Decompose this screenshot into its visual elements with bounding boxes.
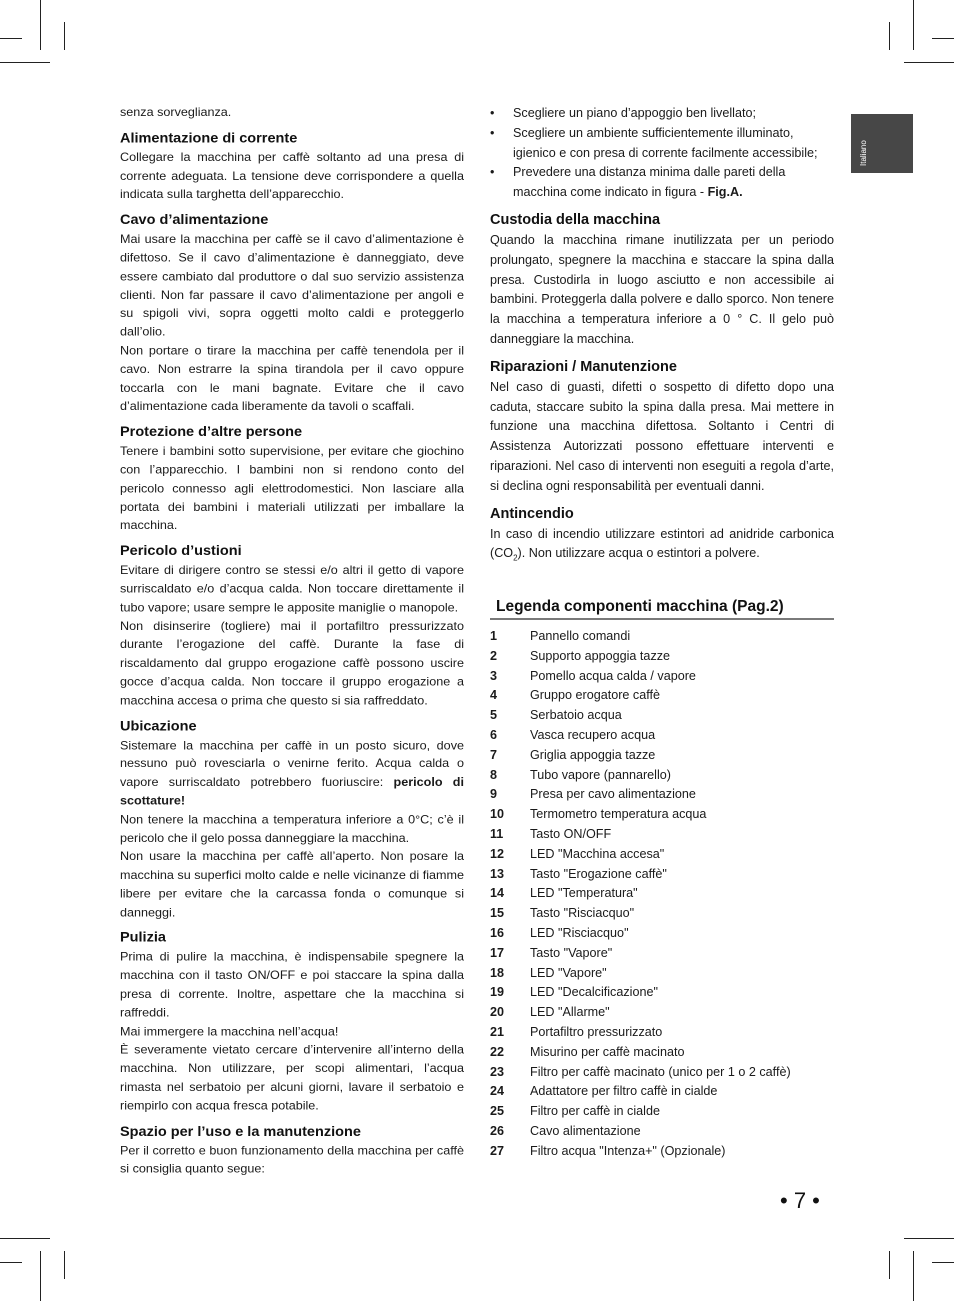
- section-paragraph: Non tenere la macchina a temperatura inferiore a 0°C; c’è il pericolo che il gelo possa danneggiare la macchina.: [120, 812, 464, 845]
- legend-item: [490, 647, 834, 667]
- legend-item-label: Adattatore per filtro caffè in cialde: [530, 1084, 718, 1099]
- legend-item: [490, 1063, 834, 1083]
- legend-item: [490, 964, 834, 984]
- legend-item-label: Filtro per caffè in cialde: [530, 1104, 660, 1119]
- paragraph-text: In caso di incendio utilizzare estintori ad anidride carbonica (CO: [490, 526, 834, 561]
- legend-item: [490, 766, 834, 786]
- legend-item-label: LED "Vapore": [530, 965, 607, 980]
- legend-item-label: Tasto "Risciacquo": [530, 906, 635, 921]
- legend-item-number: 12: [490, 846, 505, 861]
- paragraph-text: ). Non utilizzare acqua o estintori a polvere.: [517, 546, 760, 561]
- section-paragraph: Mai usare la macchina per caffè se il cavo d’alimentazione è difettoso. Se il cavo d’alimentazione è danneggiato, deve essere cambiato dal produttore o dal suo servizio assistenza clienti. Non far passare il cavo d’alimentazione per angoli e su spigoli vivi, sopra oggetti molto caldi e proteggerlo dall’olio.: [120, 232, 464, 339]
- legend-item-label: Pannello comandi: [530, 629, 631, 643]
- subscript: 2: [513, 553, 518, 563]
- language-tab: [851, 114, 913, 173]
- section-title-riparazioni: Riparazioni / Manutenzione: [490, 358, 677, 375]
- section-paragraph: Prima di pulire la macchina, è indispensabile spegnere la macchina con il tasto ON/OFF e poi staccare la spina dalla presa di corrente. Inoltre, aspettare che la macchina si raffreddi.: [120, 950, 464, 1020]
- legend-item-number: 16: [490, 925, 505, 940]
- legend-item: [490, 1122, 834, 1142]
- legend-item-label: Pomello acqua calda / vapore: [530, 668, 696, 683]
- section-paragraph: È severamente vietato cercare d’intervenire all’interno della macchina. Non utilizzare, per scopi alimentari, l’acqua rimasta nel serbatoio per alcuni giorni, lavare il serbatoio e riempirlo con acqua fresca potabile.: [120, 1043, 464, 1113]
- legend-item: [490, 1003, 834, 1023]
- legend-item-number: 26: [490, 1123, 505, 1138]
- legend-item-label: Tasto "Vapore": [530, 945, 613, 960]
- section-title-protezione: Protezione d’altre persone: [120, 424, 303, 440]
- figure-reference: Fig.A.: [707, 185, 743, 200]
- legend-item-number: 1: [490, 629, 498, 643]
- legend-item: [490, 865, 834, 885]
- legend-item-label: Supporto appoggia tazze: [530, 648, 671, 663]
- legend-item: [490, 686, 834, 706]
- section-paragraph: Mai immergere la macchina nell’acqua!: [120, 1024, 339, 1038]
- legend-item: [490, 1023, 834, 1043]
- legend-item-number: 11: [490, 826, 504, 841]
- section-title-antincendio: Antincendio: [490, 505, 574, 522]
- legend-item-number: 20: [490, 1005, 505, 1020]
- left-column: [120, 104, 464, 1179]
- legend-item: [490, 904, 834, 924]
- bullet-list: [490, 104, 834, 203]
- legend-item-label: Termometro temperatura acqua: [530, 807, 707, 822]
- legend-item: [490, 706, 834, 726]
- legend-item-number: 13: [490, 866, 505, 881]
- legend-item-label: LED "Decalcificazione": [530, 985, 658, 1000]
- legend-item-label: Serbatoio acqua: [530, 708, 622, 723]
- legend-item: [490, 924, 834, 944]
- legend-item: [490, 1043, 834, 1063]
- legend-item: [490, 1082, 834, 1102]
- section-paragraph: [120, 737, 464, 811]
- legend-item-label: Filtro per caffè macinato (unico per 1 o 2 caffè): [530, 1064, 791, 1079]
- section-title-custodia: Custodia della macchina: [490, 211, 661, 228]
- section-title-alimentazione: Alimentazione di corrente: [120, 131, 298, 147]
- legend-item-label: LED "Temperatura": [530, 886, 638, 901]
- legend-item-label: Griglia appoggia tazze: [530, 747, 656, 762]
- legend-item-number: 6: [490, 727, 498, 742]
- legend-item: [490, 944, 834, 964]
- legend-item-number: 25: [490, 1104, 505, 1119]
- right-column: [490, 104, 834, 569]
- list-item-text: Prevedere una distanza minima dalle pareti della macchina come indicato in figura -: [513, 165, 786, 200]
- legend-item: [490, 1102, 834, 1122]
- legend-item: [490, 667, 834, 687]
- legend-item: [490, 726, 834, 746]
- legend-item-label: LED "Macchina accesa": [530, 846, 665, 861]
- page-number: • 7 •: [780, 1188, 820, 1213]
- legend-item: [490, 825, 834, 845]
- legend-item-number: 9: [490, 787, 498, 802]
- section-title-pulizia: Pulizia: [120, 930, 166, 946]
- intro-text: senza sorveglianza.: [120, 105, 232, 120]
- section-paragraph: Evitare di dirigere contro se stessi e/o altri il getto di vapore surriscaldato e/o d’acqua calda. Non toccare direttamente il tubo vapore; usare sempre le apposite maniglie o manopole.: [120, 563, 464, 615]
- legend-item-label: LED "Allarme": [530, 1005, 610, 1020]
- legend-item: [490, 785, 834, 805]
- legend-item-number: 23: [490, 1064, 505, 1079]
- legend-item-label: Portafiltro pressurizzato: [530, 1024, 663, 1039]
- legend-item-number: 17: [490, 945, 505, 960]
- legend-item: [490, 1142, 834, 1162]
- legend-item: [490, 746, 834, 766]
- legend-item-number: 27: [490, 1143, 505, 1158]
- legend-item: [490, 627, 834, 647]
- legend-item-number: 14: [490, 886, 505, 901]
- language-label: Italiano: [859, 140, 868, 166]
- section-paragraph: [490, 525, 834, 569]
- legend-item-number: 18: [490, 965, 505, 980]
- section-title-cavo: Cavo d’alimentazione: [120, 212, 269, 228]
- section-title-ubicazione: Ubicazione: [120, 718, 197, 734]
- section-paragraph: Tenere i bambini sotto supervisione, per evitare che giochino con l’apparecchio. I bambini non si rendono conto del pericolo connesso agli elettrodomestici. Non lasciare alla portata dei bambini i materiali utilizzati per imballare la macchina.: [120, 444, 464, 533]
- legend-item-label: Tasto ON/OFF: [530, 826, 612, 841]
- legend-item-number: 15: [490, 906, 505, 921]
- legend-item: [490, 845, 834, 865]
- legend-item-label: Tubo vapore (pannarello): [530, 767, 671, 782]
- legend-item-number: 19: [490, 985, 505, 1000]
- section-title-spazio: Spazio per l’uso e la manutenzione: [120, 1124, 361, 1140]
- legend-item-label: Filtro acqua "Intenza+" (Opzionale): [530, 1143, 726, 1158]
- legend-item-label: Cavo alimentazione: [530, 1123, 641, 1138]
- section-title-ustioni: Pericolo d’ustioni: [120, 544, 242, 560]
- legend-item-label: Presa per cavo alimentazione: [530, 787, 696, 802]
- legend-item: [490, 983, 834, 1003]
- section-paragraph: Per il corretto e buon funzionamento della macchina per caffè si consiglia quanto segue:: [120, 1143, 464, 1176]
- legend-item-number: 3: [490, 668, 498, 683]
- legend-item: [490, 805, 834, 825]
- legend-item-label: Vasca recupero acqua: [530, 727, 656, 742]
- legend-title: Legenda componenti macchina (Pag.2): [490, 596, 834, 620]
- section-paragraph: Nel caso di guasti, difetti o sospetto di difetto dopo una caduta, staccare subito la spina dalla presa. Mai mettere in funzione una macchina difettosa. Soltanto i Centri di Assistenza Autorizzati possono effettuare interventi e riparazioni. Nel caso di interventi non eseguiti a regola d’arte, si declina ogni responsabilità per eventuali danni.: [490, 379, 834, 493]
- section-paragraph: Non usare la macchina per caffè all’aperto. Non posare la macchina su superfici molto calde e nelle vicinanze di fiamme libere per evitare che la carcassa fonda o comunque si danneggi.: [120, 850, 464, 919]
- legend-item-label: Gruppo erogatore caffè: [530, 688, 660, 703]
- legend-item-number: 2: [490, 648, 498, 663]
- section-paragraph: Collegare la macchina per caffè soltanto ad una presa di corrente adeguata. La tensione deve corrispondere a quella indicata sulla targhetta dell’apparecchio.: [120, 150, 464, 201]
- paragraph-text: Sistemare la macchina per caffè in un posto sicuro, dove nessuno può rovesciarla o venirne ferito. Acqua calda o vapore surriscaldato potrebbero fuoriuscire:: [120, 738, 464, 789]
- section-paragraph: Non portare o tirare la macchina per caffè tenendola per il cavo. Non estrarre la spina tirandola per il cavo oppure toccarla con le mani bagnate. Evitare che il cavo d’alimentazione cada liberamente da tavoli o scaffali.: [120, 344, 464, 413]
- legend-item-number: 10: [490, 807, 505, 822]
- legend-item-number: 8: [490, 767, 498, 782]
- legend-item-number: 7: [490, 747, 498, 762]
- legend-list: [490, 627, 834, 1162]
- legend-item-label: Tasto "Erogazione caffè": [530, 866, 667, 881]
- legend-item-number: 24: [490, 1084, 505, 1099]
- legend-item-number: 21: [490, 1024, 505, 1039]
- list-item: [490, 163, 834, 203]
- list-item: • Scegliere un ambiente sufficientemente illuminato, igienico e con presa di corrente facilmente accessibile;: [490, 124, 834, 164]
- legend-item-number: 4: [490, 688, 498, 703]
- warning-text: pericolo di scottature!: [120, 775, 464, 808]
- legend-item: [490, 884, 834, 904]
- section-paragraph: Non disinserire (togliere) mai il portafiltro pressurizzato durante l’erogazione del caffè. Durante la fase di riscaldamento dal gruppo erogazione caffè possono uscire gocce d’acqua calda. Non toccare il gruppo erogazione a macchina accesa o prima che questo si sia raffreddato.: [120, 619, 464, 707]
- section-paragraph: Quando la macchina rimane inutilizzata per un periodo prolungato, spegnere la macchina e staccare la spina dalla presa. Custodirla in luogo asciutto e non accessibile ai bambini. Proteggerla dalla polvere e dallo sporco. Non tenere la macchina a temperatura inferiore a 0 ° C. Il gelo può danneggiare la macchina.: [490, 232, 834, 346]
- legend-item-number: 5: [490, 708, 498, 723]
- legend-item-label: LED "Risciacquo": [530, 925, 629, 940]
- legend-item-number: 22: [490, 1044, 505, 1059]
- list-item: • Scegliere un piano d’appoggio ben livellato;: [490, 104, 834, 124]
- legend-item-label: Misurino per caffè macinato: [530, 1044, 685, 1059]
